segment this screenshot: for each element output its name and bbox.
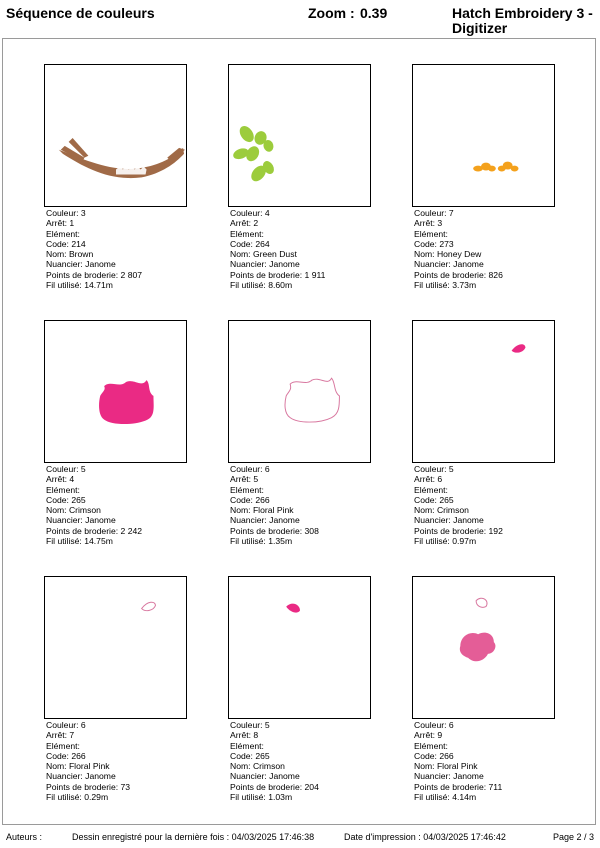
thread-name-label: Nom:: [414, 249, 435, 260]
color-block: [228, 320, 373, 546]
thread-name: [46, 249, 189, 259]
thread-code-label: Code:: [46, 494, 69, 505]
element-name: [46, 485, 189, 495]
thread-used: [46, 280, 189, 290]
thread-used: [46, 536, 189, 546]
stop-number-value: 3: [437, 218, 443, 229]
thread-chart-value: Janome: [269, 771, 300, 782]
stop-number-label: Arrêt:: [46, 730, 68, 741]
stitch-count-label: Points de broderie:: [414, 781, 487, 792]
thread-chart: [230, 259, 373, 269]
stitch-preview: [228, 576, 371, 719]
color-info: [46, 464, 189, 546]
color-info: [230, 464, 373, 546]
thread-chart-label: Nuancier:: [414, 259, 451, 270]
element-name-label: Elément:: [230, 740, 264, 751]
thread-code-label: Code:: [230, 750, 253, 761]
thread-code: [230, 751, 373, 761]
thread-chart-value: Janome: [269, 259, 300, 270]
color-number: [46, 208, 189, 218]
color-number-value: 6: [80, 720, 86, 730]
thread-used: [46, 792, 189, 802]
thread-chart: [414, 259, 557, 269]
color-number-label: Couleur:: [414, 464, 447, 474]
thread-chart-label: Nuancier:: [414, 771, 451, 782]
element-name: [230, 741, 373, 751]
element-name-label: Elément:: [46, 484, 80, 495]
thread-name-value: Honey Dew: [436, 249, 482, 260]
thread-chart-value: Janome: [453, 515, 484, 526]
thread-code: [414, 495, 557, 505]
thread-used: [414, 536, 557, 546]
stitch-count-label: Points de broderie:: [230, 781, 303, 792]
thread-code-label: Code:: [414, 494, 437, 505]
thread-name-label: Nom:: [46, 505, 67, 516]
thread-code-label: Code:: [414, 750, 437, 761]
stitch-count: [46, 270, 189, 280]
thread-chart-label: Nuancier:: [46, 515, 83, 526]
thread-name-value: Floral Pink: [68, 761, 110, 772]
thread-used-label: Fil utilisé:: [414, 536, 450, 547]
thread-name-label: Nom:: [414, 505, 435, 516]
thread-chart-label: Nuancier:: [230, 515, 267, 526]
stitch-count-value: 308: [304, 525, 319, 536]
thread-name: [414, 761, 557, 771]
stitch-count-value: 204: [304, 781, 319, 792]
thread-code: [46, 751, 189, 761]
element-name: [230, 229, 373, 239]
stop-number-label: Arrêt:: [230, 730, 252, 741]
stop-number-label: Arrêt:: [414, 474, 436, 485]
color-number-value: 5: [80, 464, 86, 474]
thread-code: [46, 495, 189, 505]
color-number-value: 5: [264, 720, 270, 730]
thread-chart-value: Janome: [85, 771, 116, 782]
thread-name: [414, 505, 557, 515]
thread-used: [230, 280, 373, 290]
thread-name-value: Floral Pink: [436, 761, 478, 772]
footer-print-date: Date d'impression : 04/03/2025 17:46:42: [344, 832, 506, 842]
element-name-label: Elément:: [414, 740, 448, 751]
thread-used-label: Fil utilisé:: [230, 536, 266, 547]
color-number: [230, 208, 373, 218]
color-number-value: 4: [264, 208, 270, 218]
element-name-label: Elément:: [46, 228, 80, 239]
color-number: [414, 720, 557, 730]
thread-name: [414, 249, 557, 259]
color-number-label: Couleur:: [46, 720, 79, 730]
thread-chart-value: Janome: [453, 259, 484, 270]
stop-number-value: 7: [69, 730, 75, 741]
element-name: [414, 741, 557, 751]
stitch-count: [414, 782, 557, 792]
thread-used: [230, 792, 373, 802]
color-info: [230, 720, 373, 802]
thread-code: [46, 239, 189, 249]
color-info: [46, 208, 189, 290]
thread-name-value: Floral Pink: [252, 505, 294, 516]
leaves-icon: [229, 65, 370, 206]
app-name: [452, 6, 593, 36]
color-number: [46, 720, 189, 730]
color-info: [414, 208, 557, 290]
stop-number: [414, 474, 557, 484]
element-name: [46, 229, 189, 239]
thread-name: [230, 249, 373, 259]
thread-chart-label: Nuancier:: [46, 259, 83, 270]
stitch-count-label: Points de broderie:: [46, 269, 119, 280]
thread-code-value: 266: [439, 750, 454, 761]
stop-number: [230, 218, 373, 228]
thread-used-label: Fil utilisé:: [230, 280, 266, 291]
crimson-blob-icon: [229, 577, 370, 718]
color-number-label: Couleur:: [414, 720, 447, 730]
thread-chart: [414, 771, 557, 781]
color-info: [230, 208, 373, 290]
thread-name-label: Nom:: [414, 761, 435, 772]
thread-used: [414, 792, 557, 802]
thread-chart: [46, 771, 189, 781]
color-info: [414, 464, 557, 546]
stitch-preview: [44, 64, 187, 207]
stitch-preview: [228, 320, 371, 463]
thread-used: [414, 280, 557, 290]
stop-number-value: 6: [437, 474, 443, 485]
color-block: [228, 64, 373, 290]
stop-number-value: 4: [69, 474, 75, 485]
stop-number-value: 1: [69, 218, 75, 229]
stop-number-value: 5: [253, 474, 259, 485]
thread-used-value: 8.60m: [268, 280, 293, 291]
stop-number-label: Arrêt:: [414, 218, 436, 229]
owl-body-icon: [45, 321, 186, 462]
stitch-count-value: 73: [120, 781, 131, 792]
color-info: [414, 720, 557, 802]
thread-name: [230, 761, 373, 771]
thread-chart-label: Nuancier:: [230, 259, 267, 270]
stitch-preview: [412, 576, 555, 719]
zoom-label: Zoom :: [308, 5, 355, 21]
thread-name-label: Nom:: [46, 249, 67, 260]
thread-code: [230, 495, 373, 505]
thread-chart-value: Janome: [269, 515, 300, 526]
thread-code-label: Code:: [230, 238, 253, 249]
wing-icon: [413, 577, 554, 718]
color-block: [44, 320, 189, 546]
thread-used-label: Fil utilisé:: [46, 280, 82, 291]
color-number-label: Couleur:: [46, 208, 79, 218]
color-number: [414, 208, 557, 218]
color-number-value: 7: [448, 208, 454, 218]
stitch-count-value: 2 242: [120, 525, 143, 536]
footer-saved-date: Dessin enregistré pour la dernière fois : 04/03/2025 17:46:38: [72, 832, 315, 842]
stitch-preview: [412, 64, 555, 207]
color-block: [228, 576, 373, 802]
footer-page-number: Page 2 / 3: [553, 832, 595, 842]
stitch-count-label: Points de broderie:: [46, 525, 119, 536]
thread-used-value: 1.03m: [268, 792, 293, 803]
stop-number: [230, 730, 373, 740]
thread-code: [230, 239, 373, 249]
element-name: [46, 741, 189, 751]
thread-chart: [230, 771, 373, 781]
thread-chart: [230, 515, 373, 525]
thread-code-value: 264: [255, 238, 270, 249]
color-number-value: 6: [448, 720, 454, 730]
stop-number-value: 9: [437, 730, 443, 741]
stop-number-label: Arrêt:: [414, 730, 436, 741]
stitch-count: [230, 270, 373, 280]
thread-code-value: 273: [439, 238, 454, 249]
color-block: [44, 576, 189, 802]
thread-name: [230, 505, 373, 515]
element-name-label: Elément:: [414, 484, 448, 495]
element-name-label: Elément:: [230, 228, 264, 239]
thread-name-label: Nom:: [230, 249, 251, 260]
stitch-preview: [44, 320, 187, 463]
app-name-line-1: Hatch Embroidery 3 -: [452, 5, 593, 21]
thread-code-label: Code:: [46, 238, 69, 249]
thread-code-label: Code:: [230, 494, 253, 505]
stitch-count-value: 192: [488, 525, 503, 536]
stop-number-label: Arrêt:: [230, 218, 252, 229]
footer-authors: Auteurs :: [6, 832, 43, 842]
thread-code-value: 266: [71, 750, 86, 761]
feet-icon: [413, 65, 554, 206]
thread-used-label: Fil utilisé:: [414, 280, 450, 291]
stitch-count-label: Points de broderie:: [230, 525, 303, 536]
thread-chart-label: Nuancier:: [230, 771, 267, 782]
thread-name-value: Green Dust: [252, 249, 297, 260]
branch-icon: [45, 65, 186, 206]
thread-used-value: 14.71m: [84, 280, 113, 291]
thread-code-value: 265: [71, 494, 86, 505]
thread-used: [230, 536, 373, 546]
stop-number-label: Arrêt:: [46, 474, 68, 485]
color-info: [46, 720, 189, 802]
thread-code: [414, 751, 557, 761]
thread-name-label: Nom:: [46, 761, 67, 772]
thread-used-label: Fil utilisé:: [414, 792, 450, 803]
app-name-line-2: Digitizer: [452, 20, 508, 36]
color-number: [414, 464, 557, 474]
element-name-label: Elément:: [230, 484, 264, 495]
color-block: [44, 64, 189, 290]
color-number: [230, 464, 373, 474]
thread-used-label: Fil utilisé:: [46, 792, 82, 803]
stop-number: [230, 474, 373, 484]
color-number: [230, 720, 373, 730]
stop-number-value: 2: [253, 218, 259, 229]
stitch-count-label: Points de broderie:: [414, 525, 487, 536]
color-number-value: 3: [80, 208, 86, 218]
thread-name-label: Nom:: [230, 505, 251, 516]
thread-chart: [46, 259, 189, 269]
stitch-count: [46, 782, 189, 792]
element-name-label: Elément:: [414, 228, 448, 239]
thread-chart-value: Janome: [85, 259, 116, 270]
thread-chart-label: Nuancier:: [46, 771, 83, 782]
color-number-label: Couleur:: [230, 208, 263, 218]
element-name: [414, 229, 557, 239]
stitch-count-label: Points de broderie:: [230, 269, 303, 280]
thread-name: [46, 761, 189, 771]
thread-code: [414, 239, 557, 249]
stitch-preview: [44, 576, 187, 719]
owl-outline-icon: [229, 321, 370, 462]
element-name-label: Elément:: [46, 740, 80, 751]
stop-number-value: 8: [253, 730, 259, 741]
thread-chart: [414, 515, 557, 525]
stitch-count-label: Points de broderie:: [46, 781, 119, 792]
color-number: [46, 464, 189, 474]
thread-name-value: Crimson: [68, 505, 101, 516]
color-number-label: Couleur:: [230, 720, 263, 730]
zoom-value: 0.39: [360, 5, 388, 21]
small-petal-icon: [413, 321, 554, 462]
stitch-count-value: 711: [488, 781, 503, 792]
color-block: [412, 576, 557, 802]
stitch-count: [46, 526, 189, 536]
stop-number: [46, 474, 189, 484]
color-block: [412, 64, 557, 290]
color-number-label: Couleur:: [230, 464, 263, 474]
thread-used-value: 3.73m: [452, 280, 477, 291]
stop-number: [46, 218, 189, 228]
thread-used-value: 14.75m: [84, 536, 113, 547]
thread-name: [46, 505, 189, 515]
thread-used-label: Fil utilisé:: [230, 792, 266, 803]
stitch-count-value: 2 807: [120, 269, 143, 280]
thread-code-value: 214: [71, 238, 86, 249]
color-number-label: Couleur:: [414, 208, 447, 218]
element-name: [414, 485, 557, 495]
stitch-preview: [412, 320, 555, 463]
color-number-label: Couleur:: [46, 464, 79, 474]
thread-used-value: 1.35m: [268, 536, 293, 547]
color-number-value: 5: [448, 464, 454, 474]
stitch-count-label: Points de broderie:: [414, 269, 487, 280]
stop-number: [46, 730, 189, 740]
stitch-preview: [228, 64, 371, 207]
thread-name-label: Nom:: [230, 761, 251, 772]
color-block: [412, 320, 557, 546]
stop-number-label: Arrêt:: [230, 474, 252, 485]
report-title: Séquence de couleurs: [6, 5, 155, 21]
thread-chart-value: Janome: [85, 515, 116, 526]
stitch-count: [414, 526, 557, 536]
color-number-value: 6: [264, 464, 270, 474]
thread-code-label: Code:: [46, 750, 69, 761]
thread-code-value: 265: [439, 494, 454, 505]
page-footer: [0, 830, 600, 844]
stitch-count: [414, 270, 557, 280]
stitch-count: [230, 526, 373, 536]
thread-chart-label: Nuancier:: [414, 515, 451, 526]
petal-outline-icon: [45, 577, 186, 718]
element-name: [230, 485, 373, 495]
thread-code-label: Code:: [414, 238, 437, 249]
stitch-count-value: 826: [488, 269, 503, 280]
thread-used-value: 0.97m: [452, 536, 477, 547]
thread-name-value: Crimson: [436, 505, 469, 516]
thread-name-value: Crimson: [252, 761, 285, 772]
thread-used-label: Fil utilisé:: [46, 536, 82, 547]
stop-number: [414, 730, 557, 740]
stop-number: [414, 218, 557, 228]
thread-code-value: 265: [255, 750, 270, 761]
stitch-count: [230, 782, 373, 792]
thread-code-value: 266: [255, 494, 270, 505]
thread-chart-value: Janome: [453, 771, 484, 782]
thread-name-value: Brown: [68, 249, 94, 260]
stitch-count-value: 1 911: [304, 269, 326, 280]
thread-chart: [46, 515, 189, 525]
stop-number-label: Arrêt:: [46, 218, 68, 229]
thread-used-value: 4.14m: [452, 792, 477, 803]
thread-used-value: 0.29m: [84, 792, 109, 803]
